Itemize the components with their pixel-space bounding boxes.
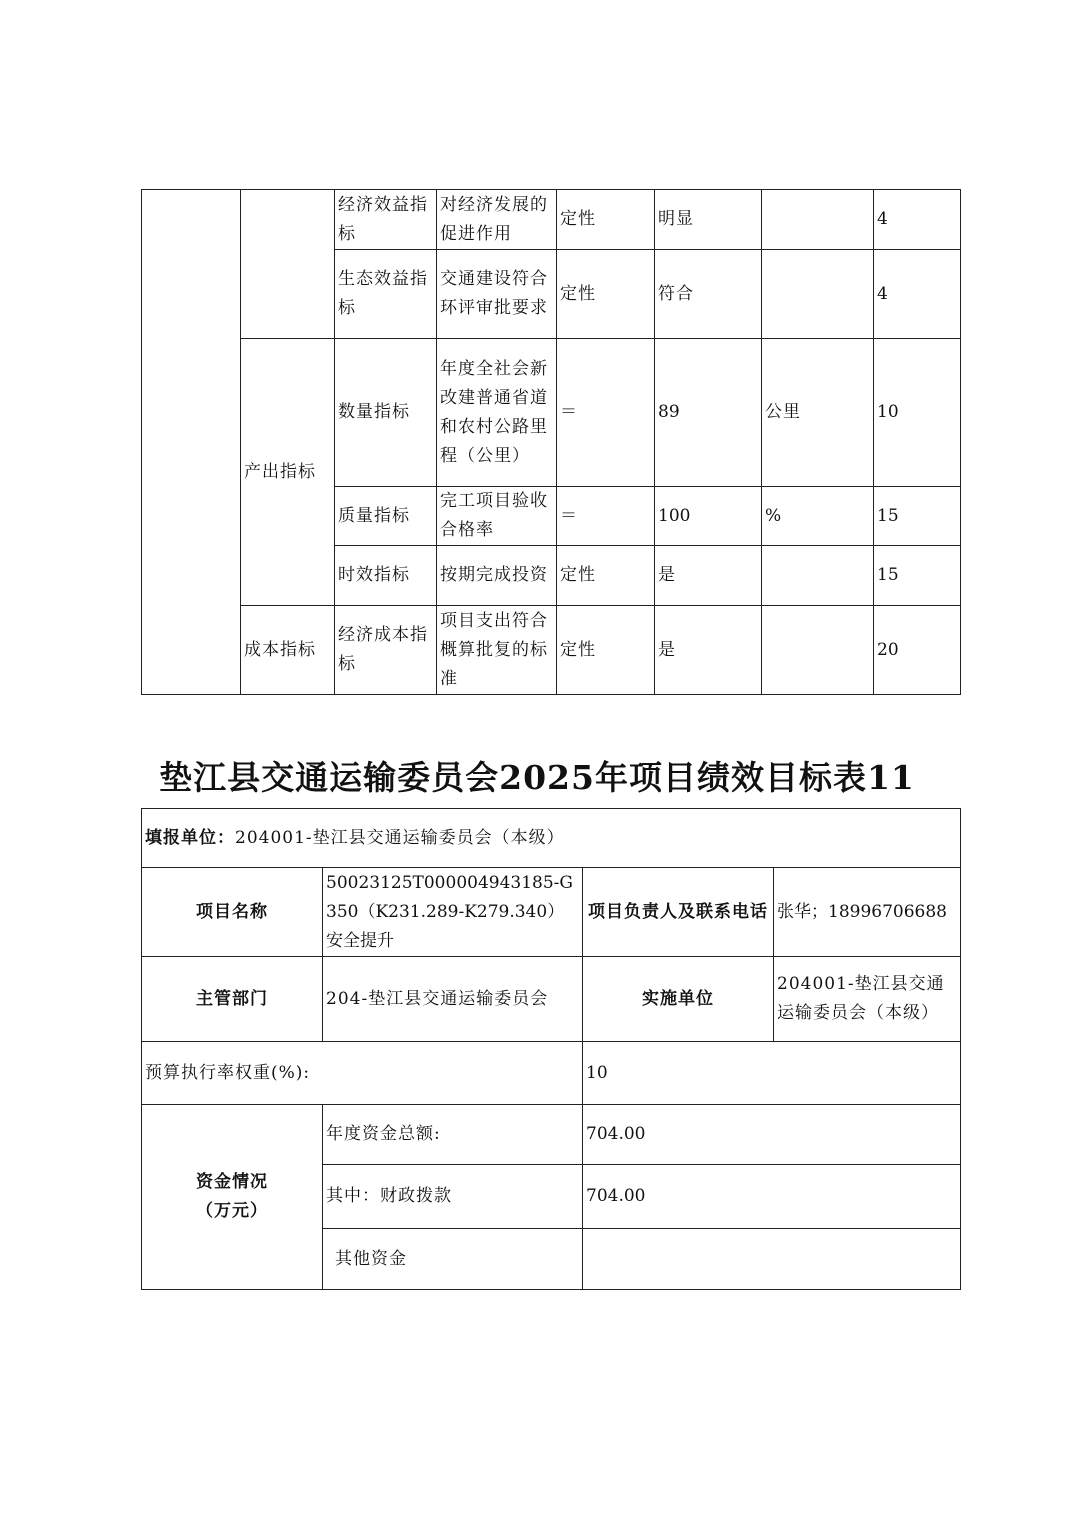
table-row xyxy=(142,868,961,957)
score: 10 xyxy=(874,339,961,487)
annual-label: 年度资金总额: xyxy=(323,1105,583,1165)
funds-label xyxy=(142,1105,323,1290)
sub-indicator: 生态效益指标 xyxy=(335,250,437,339)
indicator-desc: 项目支出符合概算批复的标准 xyxy=(437,606,557,695)
indicator-desc: 交通建设符合环评审批要求 xyxy=(437,250,557,339)
sub-indicator: 质量指标 xyxy=(335,487,437,546)
score: 20 xyxy=(874,606,961,695)
funds-label-line1: 资金情况 xyxy=(196,1172,268,1192)
project-name-label: 项目名称 xyxy=(142,868,323,957)
fill-unit-label: 填报单位： xyxy=(145,827,235,848)
indicator-desc: 对经济发展的促进作用 xyxy=(437,190,557,250)
fiscal-value: 704.00 xyxy=(583,1165,961,1229)
table-row xyxy=(142,957,961,1042)
other-label: 其他资金 xyxy=(323,1229,583,1290)
target-value: 符合 xyxy=(655,250,762,339)
page-title: 垫江县交通运输委员会2025年项目绩效目标表11 xyxy=(159,758,915,797)
indicator-desc: 年度全社会新改建普通省道和农村公路里程（公里） xyxy=(437,339,557,487)
unit: 公里 xyxy=(762,339,874,487)
project-info-table xyxy=(141,808,961,1290)
dept-label: 主管部门 xyxy=(142,957,323,1042)
owner-value: 张华；18996706688 xyxy=(774,868,961,957)
annual-value: 704.00 xyxy=(583,1105,961,1165)
operator: ＝ xyxy=(557,339,655,487)
output-indicator-label: 产出指标 xyxy=(241,339,335,606)
target-value: 是 xyxy=(655,606,762,695)
table-row xyxy=(142,606,961,695)
operator: 定性 xyxy=(557,190,655,250)
target-value: 是 xyxy=(655,546,762,606)
blank-type-cell xyxy=(241,190,335,339)
target-value: 明显 xyxy=(655,190,762,250)
sub-indicator: 时效指标 xyxy=(335,546,437,606)
project-name-value: 50023125T000004943185-G350（K231.289-K279.340）安全提升 xyxy=(323,868,583,957)
indicator-desc: 完工项目验收合格率 xyxy=(437,487,557,546)
funds-label-line2: （万元） xyxy=(196,1201,268,1221)
blank-category-cell xyxy=(142,190,241,695)
owner-label: 项目负责人及联系电话 xyxy=(583,868,774,957)
table-row xyxy=(142,809,961,868)
other-value xyxy=(583,1229,961,1290)
score: 4 xyxy=(874,190,961,250)
table-row xyxy=(142,1105,961,1165)
budget-value: 10 xyxy=(583,1042,961,1105)
score: 15 xyxy=(874,487,961,546)
operator: 定性 xyxy=(557,546,655,606)
fill-unit-value: 204001-垫江县交通运输委员会（本级） xyxy=(235,827,565,848)
dept-value: 204-垫江县交通运输委员会 xyxy=(323,957,583,1042)
table-row xyxy=(142,339,961,487)
fill-unit-cell xyxy=(142,809,961,868)
impl-label: 实施单位 xyxy=(583,957,774,1042)
sub-indicator: 数量指标 xyxy=(335,339,437,487)
unit xyxy=(762,546,874,606)
unit xyxy=(762,606,874,695)
sub-indicator: 经济成本指标 xyxy=(335,606,437,695)
table-row xyxy=(142,190,961,250)
impl-value: 204001-垫江县交通运输委员会（本级） xyxy=(774,957,961,1042)
unit xyxy=(762,190,874,250)
operator: ＝ xyxy=(557,487,655,546)
fiscal-label: 其中：财政拨款 xyxy=(323,1165,583,1229)
unit xyxy=(762,250,874,339)
budget-label: 预算执行率权重(%): xyxy=(142,1042,583,1105)
score: 15 xyxy=(874,546,961,606)
indicator-desc: 按期完成投资 xyxy=(437,546,557,606)
cost-indicator-label: 成本指标 xyxy=(241,606,335,695)
target-value: 89 xyxy=(655,339,762,487)
indicator-table xyxy=(141,189,961,695)
score: 4 xyxy=(874,250,961,339)
operator: 定性 xyxy=(557,250,655,339)
unit: % xyxy=(762,487,874,546)
table-row xyxy=(142,1042,961,1105)
target-value: 100 xyxy=(655,487,762,546)
sub-indicator: 经济效益指标 xyxy=(335,190,437,250)
operator: 定性 xyxy=(557,606,655,695)
